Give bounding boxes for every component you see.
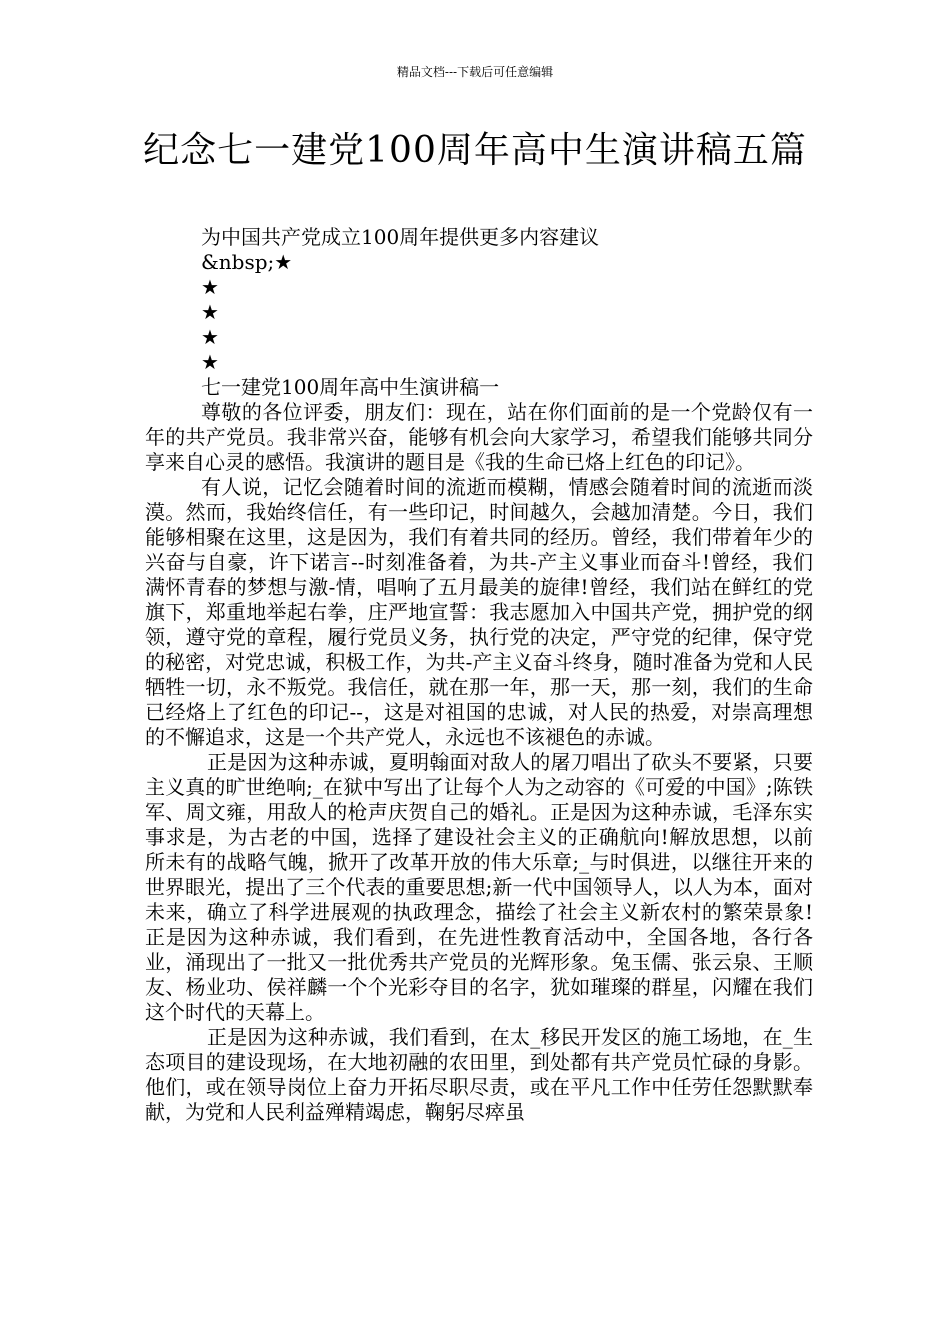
speech-heading: 七一建党100周年高中生演讲稿一 [201, 375, 500, 399]
document-title: 纪念七一建党100周年高中生演讲稿五篇 [143, 130, 807, 171]
star-line: ★ [201, 350, 219, 374]
star-line: ★ [201, 325, 219, 349]
header-note: 精品文档---下载后可任意编辑 [396, 65, 554, 79]
paragraph: 正是因为这种赤诚，夏明翰面对敌人的屠刀唱出了砍头不要紧，只要主义真的旷世绝响;_在狱中写出了让每个人为之动容的《可爱的中国》;陈铁军、周文雍，用敌人的枪声庆贺自己的婚礼。正是因为这种赤诚，毛泽东实事求是，为古老的中国，选择了建设社会主义的正确航向!解放思想，以前所未有的战略气魄，掀开了改革开放的伟大乐章;_与时俱进，以继往开来的世界眼光，提出了三个代表的重要思想;新一代中国领导人，以人为本，面对未来，确立了科学进展观的执政理念，描绘了社会主义新农村的繁荣景象!正是因为这种赤诚，我们看到，在先进性教育活动中，全国各地，各行各业，涌现出了一批又一批优秀共产党员的光辉形象。兔玉儒、张云泉、王顺友、杨业功、侯祥麟一个个光彩夺目的名字，犹如璀璨的群星，闪耀在我们这个时代的天幕上。 [145, 750, 813, 1024]
star-line: ★ [201, 275, 219, 299]
paragraph: 有人说，记忆会随着时间的流逝而模糊，情感会随着时间的流逝而淡漠。然而，我始终信任，有一些印记，时间越久，会越加清楚。今日，我们能够相聚在这里，这是因为，我们有着共同的经历。曾经，我们带着年少的兴奋与自豪，许下诺言--时刻准备着，为共-产主义事业而奋斗!曾经，我们满怀青春的梦想与激-情，唱响了五月最美的旋律!曾经，我们站在鲜红的党旗下，郑重地举起右拳，庄严地宣誓：我志愿加入中国共产党，拥护党的纲领，遵守党的章程，履行党员义务，执行党的决定，严守党的纪律，保守党的秘密，对党忠诚，积极工作，为共-产主义奋斗终身，随时准备为党和人民牺牲一切，永不叛党。我信任，就在那一年，那一天，那一刻，我们的生命已经烙上了红色的印记--，这是对祖国的忠诚，对人民的热爱，对崇高理想的不懈追求，这是一个共产党人，永远也不该褪色的赤诚。 [145, 475, 813, 749]
paragraph: 尊敬的各位评委，朋友们：现在，站在你们面前的是一个党龄仅有一年的共产党员。我非常兴奋，能够有机会向大家学习，希望我们能够共同分享来自心灵的感悟。我演讲的题目是《我的生命已烙上红色的印记》。 [145, 400, 813, 474]
intro-line: &nbsp;★ [201, 250, 293, 274]
paragraph: 正是因为这种赤诚，我们看到，在太_移民开发区的施工场地，在_生态项目的建设现场，在大地初融的农田里，到处都有共产党员忙碌的身影。他们，或在领导岗位上奋力开拓尽职尽责，或在平凡工作中任劳任怨默默奉献，为党和人民利益殚精竭虑，鞠躬尽瘁虽 [145, 1025, 813, 1124]
star-line: ★ [201, 300, 219, 324]
document-body [145, 225, 813, 1125]
intro-line: 为中国共产党成立100周年提供更多内容建议 [201, 225, 600, 249]
